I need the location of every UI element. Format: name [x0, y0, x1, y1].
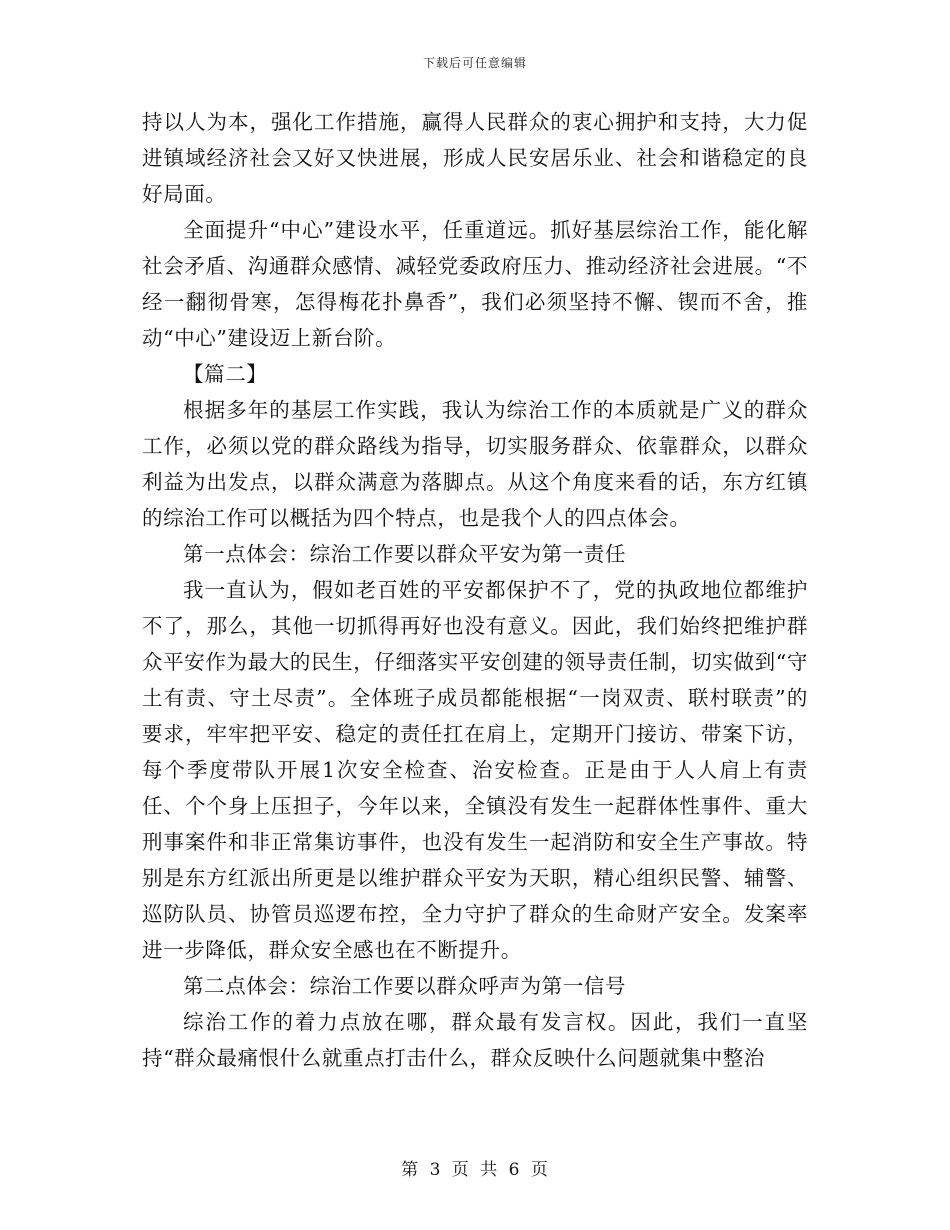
- page-number-footer: 第 3 页 共 6 页: [401, 1160, 549, 1180]
- page-header: 下载后可任意编辑: [422, 56, 527, 70]
- paragraph-2: 全面提升“中心”建设水平，任重道远。抓好基层综治工作，能化解社会矛盾、沟通群众感情、减轻党委政府压力、推动经济社会进展。“不经一翻彻骨寒，怎得梅花扑鼻香”，我们必须坚持不懈、锲而不舍，推动“中心”建设迈上新台阶。: [142, 218, 808, 350]
- paragraph-3: 根据多年的基层工作实践，我认为综治工作的本质就是广义的群众工作，必须以党的群众路线为指导，切实服务群众、依靠群众，以群众利益为出发点，以群众满意为落脚点。从这个角度来看的话，东方红镇的综治工作可以概括为四个特点，也是我个人的四点体会。: [142, 398, 808, 530]
- paragraph-5: 综治工作的着力点放在哪，群众最有发言权。因此，我们一直坚持“群众最痛恨什么就重点打击什么，群众反映什么问题就集中整治: [142, 1010, 808, 1070]
- paragraph-4: 我一直认为，假如老百姓的平安都保护不了，党的执政地位都维护不了，那么，其他一切抓得再好也没有意义。因此，我们始终把维护群众平安作为最大的民生，仔细落实平安创建的领导责任制，切实做到“守土有责、守土尽责”。全体班子成员都能根据“一岗双责、联村联责”的要求，牢牢把平安、稳定的责任扛在肩上，定期开门接访、带案下访，每个季度带队开展1次安全检查、治安检查。正是由于人人肩上有责任、个个身上压担子，今年以来，全镇没有发生一起群体性事件、重大刑事案件和非正常集访事件，也没有发生一起消防和安全生产事故。特别是东方红派出所更是以维护群众平安为天职，精心组织民警、辅警、巡防队员、协管员巡逻布控，全力守护了群众的生命财产安全。发案率进一步降低，群众安全感也在不断提升。: [142, 578, 808, 962]
- subheading-second-point: 第二点体会：综治工作要以群众呼声为第一信号: [183, 974, 627, 998]
- section-heading-part-two: 【篇二】: [183, 362, 268, 386]
- document-body: [142, 104, 808, 1076]
- subheading-first-point: 第一点体会：综治工作要以群众平安为第一责任: [183, 542, 627, 566]
- paragraph-1: 持以人为本，强化工作措施，赢得人民群众的衷心拥护和支持，大力促进镇域经济社会又好又快进展，形成人民安居乐业、社会和谐稳定的良好局面。: [142, 110, 808, 206]
